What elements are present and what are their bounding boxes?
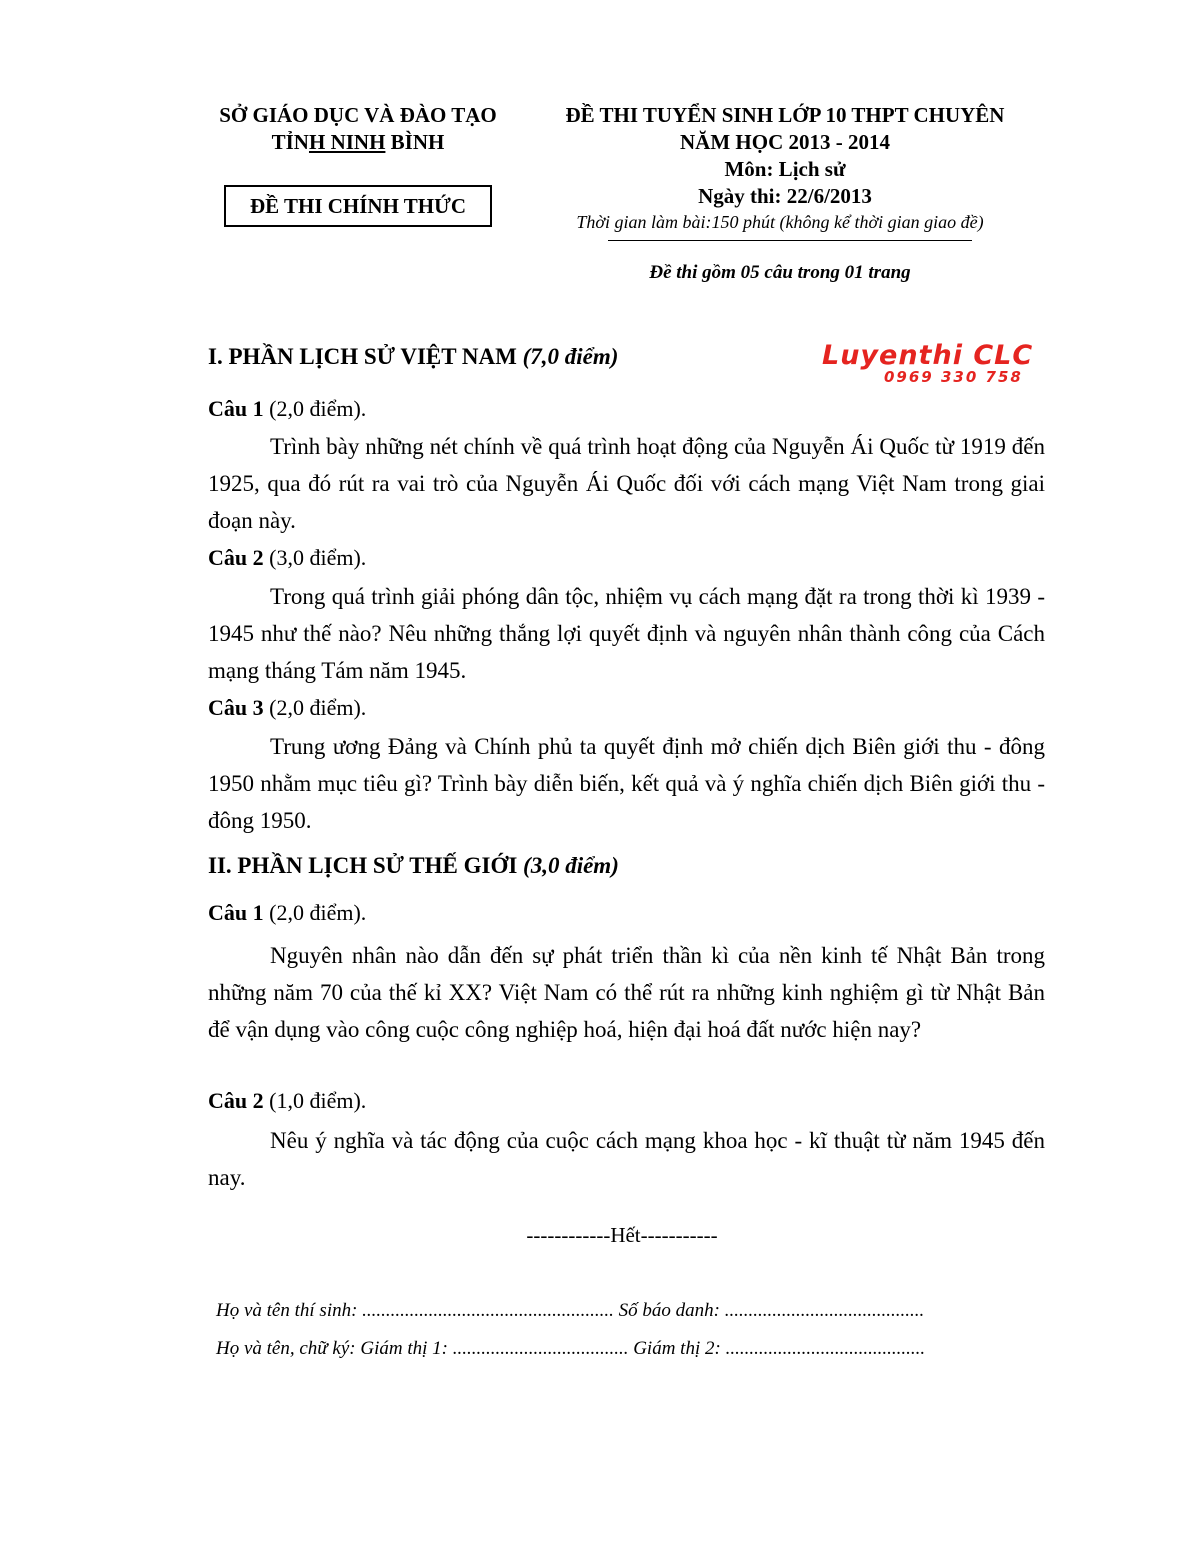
section-1-title: I. PHẦN LỊCH SỬ VIỆT NAM (7,0 điểm): [208, 344, 619, 369]
question-text: Trung ương Đảng và Chính phủ ta quyết định mở chiến dịch Biên giới thu - đông 1950 nhằm mục tiêu gì? Trình bày diễn biến, kết quả và ý nghĩa chiến dịch Biên giới thu - đông 1950.: [208, 734, 1045, 833]
question-heading: Câu 1 (2,0 điểm).: [208, 396, 367, 421]
question-heading: Câu 1 (2,0 điểm).: [208, 900, 367, 925]
invigilator-line: Họ và tên, chữ ký: Giám thị 1: ..................................... Giám thị 2: ..........................................: [216, 1338, 926, 1359]
end-marker: ------------Hết-----------: [526, 1223, 718, 1247]
subject: Môn: Lịch sử: [724, 157, 846, 181]
department-name: SỞ GIÁO DỤC VÀ ĐÀO TẠO: [219, 103, 497, 127]
exam-title: ĐỀ THI TUYỂN SINH LỚP 10 THPT CHUYÊN: [565, 103, 1005, 127]
luyenthi-logo: [822, 340, 1042, 388]
candidate-info-line: Họ và tên thí sinh: ..................................................... Số báo danh: ..........................................: [216, 1300, 925, 1321]
logo-phone: 0969 330 758: [884, 368, 1023, 386]
page-count-note: Đề thi gồm 05 câu trong 01 trang: [649, 262, 911, 283]
exam-date: Ngày thi: 22/6/2013: [698, 184, 872, 208]
question-heading: Câu 3 (2,0 điểm).: [208, 695, 367, 720]
question-text: Trình bày những nét chính về quá trình hoạt động của Nguyễn Ái Quốc từ 1919 đến 1925, qua đó rút ra vai trò của Nguyễn Ái Quốc đối với cách mạng Việt Nam trong giai đoạn này.: [208, 434, 1045, 533]
official-exam-box: ĐỀ THI CHÍNH THỨC: [224, 185, 492, 227]
department-header: [208, 102, 508, 156]
exam-header: [530, 102, 1040, 210]
question-heading: Câu 2 (3,0 điểm).: [208, 545, 367, 570]
question-heading: Câu 2 (1,0 điểm).: [208, 1088, 367, 1113]
logo-name: Luyenthi CLC: [822, 340, 1034, 371]
section-2-title: II. PHẦN LỊCH SỬ THẾ GIỚI (3,0 điểm): [208, 853, 619, 878]
school-year: NĂM HỌC 2013 - 2014: [680, 130, 890, 154]
question-text: Trong quá trình giải phóng dân tộc, nhiệm vụ cách mạng đặt ra trong thời kì 1939 - 1945 như thế nào? Nêu những thắng lợi quyết định và nguyên nhân thành công của Cách mạng tháng Tám năm 1945.: [208, 584, 1045, 683]
question-text: Nêu ý nghĩa và tác động của cuộc cách mạng khoa học - kĩ thuật từ năm 1945 đến nay.: [208, 1128, 1045, 1190]
divider: [608, 240, 972, 241]
province-name: TỈNH NINH BÌNH: [271, 130, 445, 154]
question-text: Nguyên nhân nào dẫn đến sự phát triển thần kì của nền kinh tế Nhật Bản trong những năm 70 của thế kỉ XX? Việt Nam có thể rút ra những kinh nghiệm gì từ Nhật Bản để vận dụng vào công cuộc công nghiệp hoá, hiện đại hoá đất nước hiện nay?: [208, 943, 1045, 1042]
time-allowed: Thời gian làm bài:150 phút (không kể thời gian giao đề): [576, 212, 984, 232]
